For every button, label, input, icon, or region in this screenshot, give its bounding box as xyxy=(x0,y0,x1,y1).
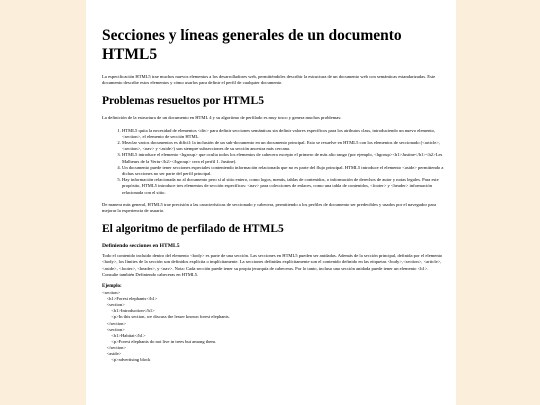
list-item: 2. Mezclar varios documentos es difícil: la inclusión de un sub-documento en un documento principal. Esto se resuelve en HTML5 con los elementos de seccionado (<article>, <section>, <nav> y <aside>) son siempre subsecciones de su sección ancestra más cercana. xyxy=(122,140,446,152)
intro-paragraph: La especificación HTML5 trae muchos nuevos elementos a los desarrolladores web, permitiéndoles describir la estructura de un documento web con semánticas estandarizadas. Este documento describe estos elementos y cómo usarlos para definir el perfil de cualquier documento. xyxy=(102,74,436,86)
section-heading-algorithm: El algoritmo de perfilado de HTML5 xyxy=(102,223,284,236)
list-item: 4. Un documento puede tener secciones especiales conteniendo información relacionada que no es parte del flujo principal. HTML5 introduce el elemento <aside> permitiendo a dichas secciones no ser parte del perfil principal. xyxy=(122,165,446,177)
problems-closing-paragraph: De manera más general, HTML5 trae precisión a las características de seccionado y cabecera, permitiendo a los perfiles de documento ser predecibles y usados por el navegador para mejorar la experiencia de usuario. xyxy=(102,201,437,214)
list-item: 3. HTML5 introduce el elemento <hgroup> que oculta todos los elementos de cabecera excepto el primero de más alto rango (por ejemplo, <hgroup><h1>Justine</h1><h2>Les Malheurs de la Vertu</h2></hgroup> crea el perfil 1. Justine). xyxy=(122,152,446,164)
code-example: <section> <h1>Forest elephants</h1> <section> <h1>Introduction</h1> <p>In this section, we discuss the lesser known forest elephants. </section> <section> <h1>Habitat</h1> <p>Forest elephants do not live in trees but among them. </section> <aside> <p>advertising block xyxy=(102,290,230,363)
problems-list xyxy=(102,128,446,196)
defining-sections-paragraph: Todo el contenido incluido dentro del elemento <body> es parte de una sección. Las secciones en HTML5 pueden ser anidadas. Además de la sección principal, definida por el elemento <body>, los límites de la sección son definidos explícita o implícitamente. La secciones definidas explícitamente son el contenido definido en las etiquetas <body>,<section>, <article>, <aside>, <footer>, <header>, y <nav>. Nota: Cada sección puede tener su propia jerarquía de cabeceras. Por lo tanto, incluso una sección anidada puede tener un elemento <h1>. Consulte también Definiendo cabeceras en HTML5. xyxy=(102,253,443,277)
example-label: Ejemplo: xyxy=(102,284,122,290)
page-title: Secciones y líneas generales de un documento HTML5 xyxy=(102,27,402,63)
section-heading-problems: Problemas resueltos por HTML5 xyxy=(102,95,264,108)
list-item: 1. HTML5 quita la necesidad de elementos <div> para definir secciones semánticas sin definir valores específicos para los atributos class, introduciendo un nuevo elemento, <section>, el elemento de sección HTML. xyxy=(122,128,446,140)
subheading-defining-sections: Definiendo secciones en HTML5 xyxy=(102,243,180,250)
problems-intro-paragraph: La definición de la estructura de un documento en HTML 4 y su algoritmo de perfilado es muy tosco y genera muchos problemas: xyxy=(102,115,342,121)
list-item: 5. Hay información relacionada no al documento pero sí al sitio entero, como logos, menús, tablas de contenidos, o información de derechos de autor y notas legales. Para este propósito, HTML5 introduce tres elementos de sección específicos: <nav> para colecciones de enlaces, como una tabla de contenidos, <footer> y <header> información relacionada con el sitio. xyxy=(122,177,446,196)
document-page xyxy=(86,0,456,405)
